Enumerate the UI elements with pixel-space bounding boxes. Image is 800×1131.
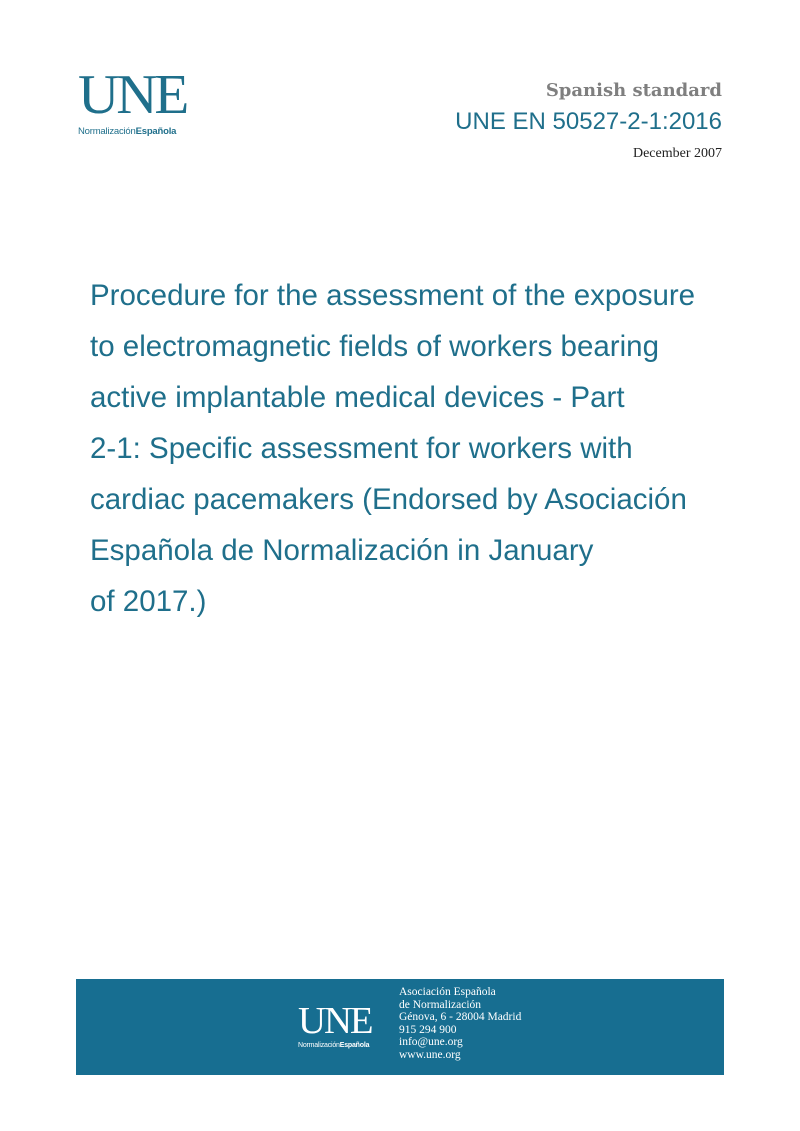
standard-date: December 2007 [632, 146, 722, 161]
title-line: Española de Normalización in January [90, 534, 594, 567]
footer-contact [399, 986, 521, 1061]
standard-info [455, 80, 722, 162]
footer-logo-mark: UNE [298, 1000, 372, 1042]
title-line: to electromagnetic fields of workers bearing [90, 330, 659, 363]
logo-sub-normal: Normalización [78, 126, 136, 137]
title-line: cardiac pacemakers (Endorsed by Asociación [90, 483, 687, 516]
footer-org-line1: Asociación Española [399, 986, 496, 998]
title-line: Procedure for the assessment of the exposure [90, 279, 696, 312]
footer-logo-subtitle [298, 1042, 388, 1049]
footer-address: Génova, 6 - 28004 Madrid [399, 1011, 522, 1023]
footer-phone: 915 294 900 [399, 1023, 457, 1036]
une-logo [78, 64, 208, 137]
footer-logo-sub-bold: Española [339, 1042, 370, 1049]
footer-une-logo [298, 1000, 388, 1049]
title-line: active implantable medical devices - Part [90, 381, 625, 414]
footer-org-line2: de Normalización [399, 998, 482, 1011]
title-line: of 2017.) [90, 585, 207, 618]
footer-website[interactable]: www.une.org [399, 1048, 461, 1061]
title-line: 2-1: Specific assessment for workers with [90, 432, 633, 465]
une-logo-mark: UNE [78, 64, 187, 126]
une-logo-subtitle [78, 126, 208, 137]
footer-banner [76, 979, 724, 1075]
standard-code: UNE EN 50527-2-1:2016 [455, 108, 722, 135]
standard-type: Spanish standard [545, 80, 722, 101]
logo-sub-bold: Española [135, 126, 177, 137]
document-title [90, 270, 760, 627]
footer-logo-sub-normal: Normalización [298, 1042, 340, 1049]
footer-email[interactable]: info@une.org [399, 1036, 463, 1048]
